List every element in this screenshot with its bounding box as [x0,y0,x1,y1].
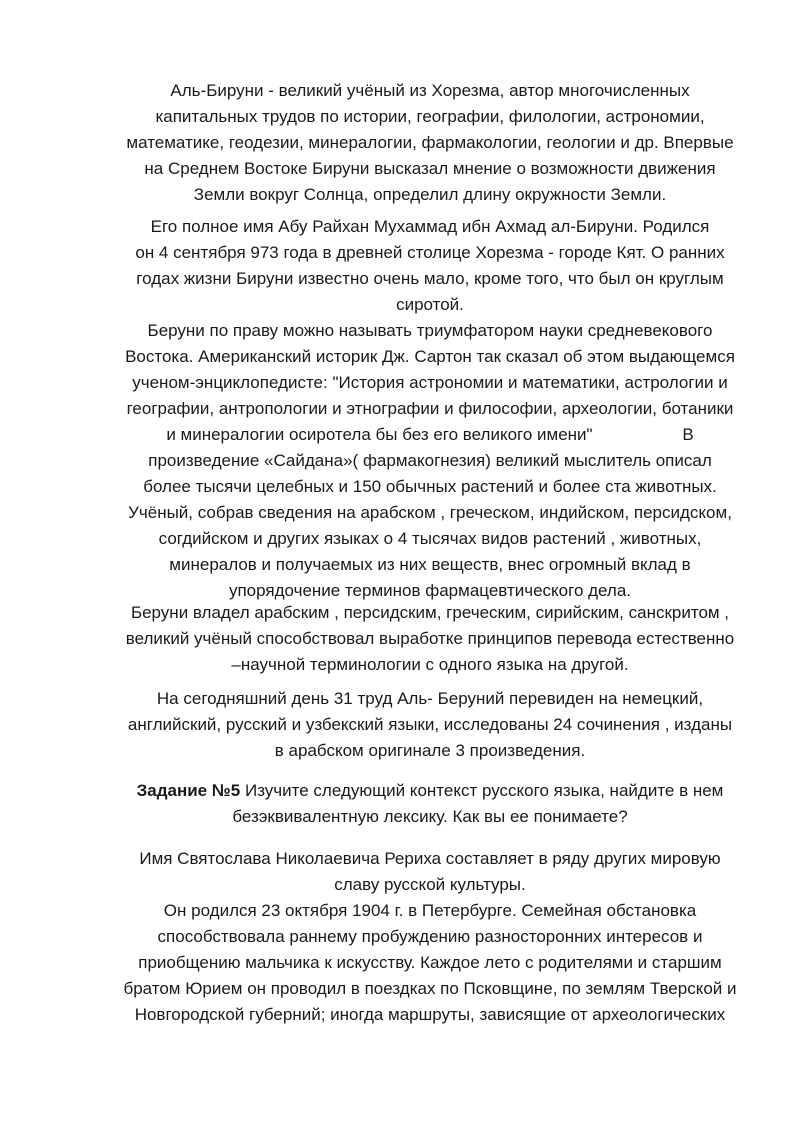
text-line: в арабском оригинале 3 произведения. [274,741,586,760]
task-line: безэквивалентную лексику. Как вы ее понимаете? [232,807,628,826]
text-line: Он родился 23 октября 1904 г. в Петербурге. Семейная обстановка [163,901,697,920]
text-line: и минералогии осиротела бы без его великого имени" В [166,425,694,444]
text-line: ученом-энциклопедисте: "История астрономии и математики, астрологии и [132,373,728,392]
text-line: способствовала раннему пробуждению разносторонних интересов и [157,927,703,946]
paragraph-biruni-translations [100,686,760,764]
text-line: славу русской культуры. [334,875,526,894]
text-line: географии, антропологии и этнографии и философии, археологии, ботаники [126,399,734,418]
text-line: На сегодняшний день 31 труд Аль- Беруний перевиден на немецкий, [156,689,704,708]
paragraph-biruni-life [100,214,760,604]
text-line: Земли вокруг Солнца, определил длину окружности Земли. [193,185,667,204]
text-line: годах жизни Бируни известно очень мало, кроме того, что был он круглым [136,269,724,288]
text-line: произведение «Сайдана»( фармакогнезия) великий мыслитель описал [148,451,712,470]
task-label: Задание №5 [136,781,241,800]
text-line: Новгородской губерний; иногда маршруты, зависящие от археологических [134,1005,726,1024]
text-line: минералов и получаемых из них веществ, внес огромный вклад в [169,555,691,574]
text-line: на Среднем Востоке Бируни высказал мнение о возможности движения [144,159,716,178]
text-line: математике, геодезии, минералогии, фармакологии, геологии и др. Впервые [126,133,734,152]
text-line: Беруни по праву можно называть триумфатором науки средневекового [147,321,713,340]
text-line: Аль-Бируни - великий учёный из Хорезма, автор многочисленных [170,81,690,100]
text-line: Беруни владел арабским , персидским, греческим, сирийским, санскритом , [130,603,730,622]
task-text: Изучите следующий контекст русского языка, найдите в нем [240,781,724,800]
text-line: Его полное имя Абу Райхан Мухаммад ибн Ахмад ал-Бируни. Родился [150,217,710,236]
text-line: английский, русский и узбекский языки, исследованы 24 сочинения , изданы [127,715,733,734]
text-line: –научной терминологии с одного языка на другой. [231,655,629,674]
text-line: более тысячи целебных и 150 обычных растений и более ста животных. [143,477,717,496]
text-line: Имя Святослава Николаевича Рериха составляет в ряду других мировую [139,849,721,868]
text-line: приобщению мальчика к искусству. Каждое лето с родителями и старшим [138,953,722,972]
paragraph-biruni-intro [100,78,760,208]
task-line [100,778,760,804]
text-line: братом Юрием он проводил в поездках по Псковщине, по землям Тверской и [123,979,737,998]
text-line: сиротой. [396,295,464,314]
task-5-block [100,778,760,830]
text-line: упорядочение терминов фармацевтического дела. [228,581,632,600]
text-line: он 4 сентября 973 года в древней столице Хорезма - городе Кят. О ранних [135,243,725,262]
text-line: великий учёный способствовал выработке принципов перевода естественно [125,629,735,648]
text-line: согдийском и других языках о 4 тысячах видов растений , животных, [158,529,702,548]
text-line: Учёный, собрав сведения на арабском , греческом, индийском, персидском, [128,503,732,522]
paragraph-biruni-languages [100,600,760,678]
paragraph-roerich [100,846,760,1028]
text-line: Востока. Американский историк Дж. Сартон так сказал об этом выдающемся [125,347,735,366]
text-line: капитальных трудов по истории, географии, филологии, астрономии, [155,107,705,126]
